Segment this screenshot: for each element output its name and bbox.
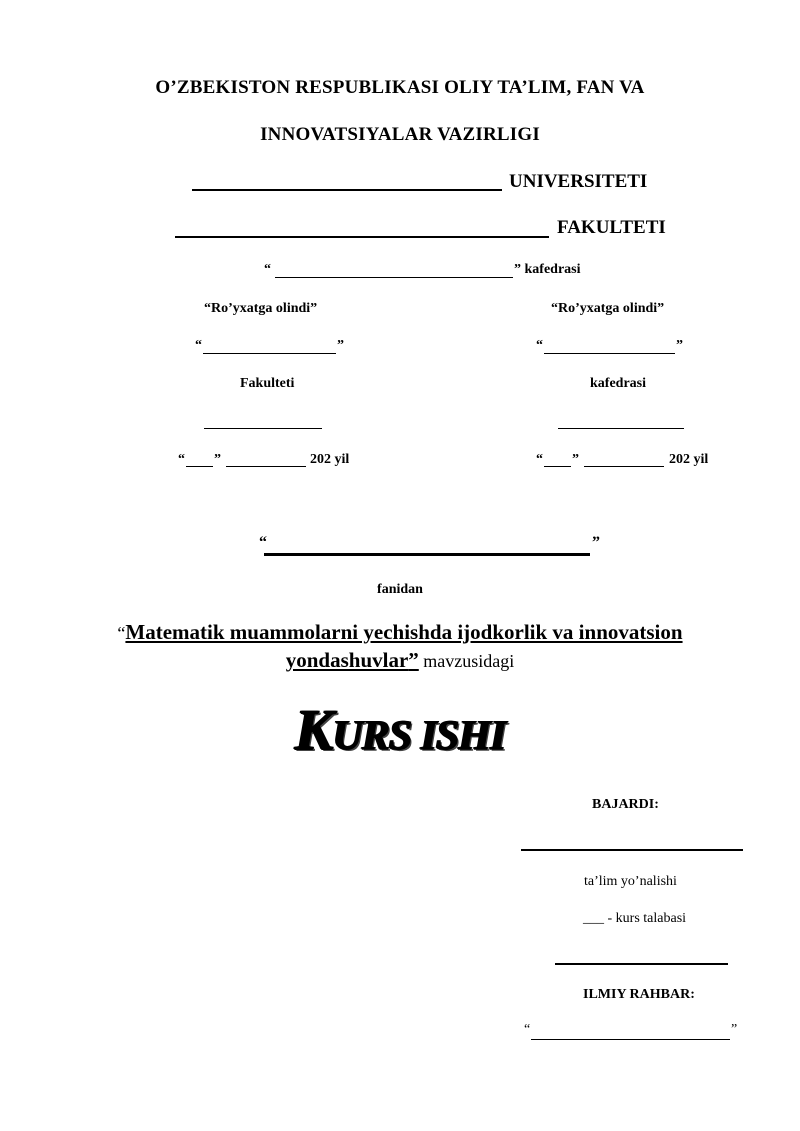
registration-right-quote-open: “: [536, 338, 543, 353]
supervisor-label: ILMIY RAHBAR:: [583, 987, 695, 1002]
topic-open-quote: “: [117, 623, 126, 643]
performer-course-suffix: - kurs talabasi: [604, 911, 687, 926]
ministry-line-2: INNOVATSIYALAR VAZIRLIGI: [260, 124, 540, 145]
topic-line-2: [0, 648, 800, 673]
document-title-cap: K: [294, 697, 333, 762]
document-title-rest: URS ISHI: [332, 713, 506, 759]
registration-left-date-open: “: [178, 452, 185, 467]
registration-right-month-blank: [584, 466, 664, 467]
supervisor-quote-close: ”: [731, 1022, 738, 1037]
registration-left-blank: [203, 353, 336, 354]
registration-left-unit: Fakulteti: [240, 376, 295, 391]
registration-right-day-blank: [544, 466, 571, 467]
registration-left-signature-line: [204, 428, 322, 429]
performer-group-line: [555, 963, 728, 965]
supervisor-quote-open: “: [524, 1022, 531, 1037]
registration-right-blank: [544, 353, 675, 354]
registration-right-date-mid: ”: [572, 452, 579, 467]
supervisor-name-line: [531, 1039, 730, 1040]
registration-right-unit: kafedrasi: [590, 376, 646, 391]
university-blank-line: [192, 189, 502, 191]
registration-left-day-blank: [186, 466, 213, 467]
registration-right-date-open: “: [536, 452, 543, 467]
registration-left-quote-open: “: [195, 338, 202, 353]
topic-title-line-1: Matematik muammolarni yechishda ijodkorlik va innovatsion: [125, 620, 683, 644]
registration-right-year: 202 yil: [669, 452, 709, 467]
registration-left-title: “Ro’yxatga olindi”: [204, 301, 318, 316]
performer-label: BAJARDI:: [592, 797, 659, 812]
university-label: UNIVERSITETI: [509, 171, 648, 192]
faculty-blank-line: [175, 236, 549, 238]
performer-name-line: [521, 849, 743, 851]
registration-left-quote-close: ”: [337, 338, 344, 353]
performer-course-blank: ___: [583, 911, 604, 926]
department-label: ” kafedrasi: [514, 262, 581, 277]
topic-title-line-2: yondashuvlar: [285, 648, 409, 672]
topic-line-1: [0, 620, 800, 645]
registration-right-quote-close: ”: [676, 338, 683, 353]
subject-label: fanidan: [377, 582, 423, 597]
subject-blank-line: [264, 553, 590, 556]
subject-quote-open: “: [259, 534, 267, 551]
department-open-quote: “: [264, 262, 271, 277]
registration-left-year: 202 yil: [310, 452, 350, 467]
registration-left-month-blank: [226, 466, 306, 467]
faculty-label: FAKULTETI: [557, 217, 666, 238]
performer-course: [583, 911, 686, 927]
registration-right-title: “Ro’yxatga olindi”: [551, 301, 665, 316]
ministry-line-1: O’ZBEKISTON RESPUBLIKASI OLIY TA’LIM, FAN VA: [155, 77, 645, 98]
topic-suffix: mavzusidagi: [418, 651, 515, 671]
subject-quote-close: ”: [592, 534, 600, 551]
registration-left-date-mid: ”: [214, 452, 221, 467]
department-blank-line: [275, 277, 513, 278]
topic-close-quote: ”: [408, 648, 419, 672]
document-title: [0, 696, 800, 763]
registration-right-signature-line: [558, 428, 684, 429]
performer-direction: ta’lim yo’nalishi: [584, 874, 677, 889]
